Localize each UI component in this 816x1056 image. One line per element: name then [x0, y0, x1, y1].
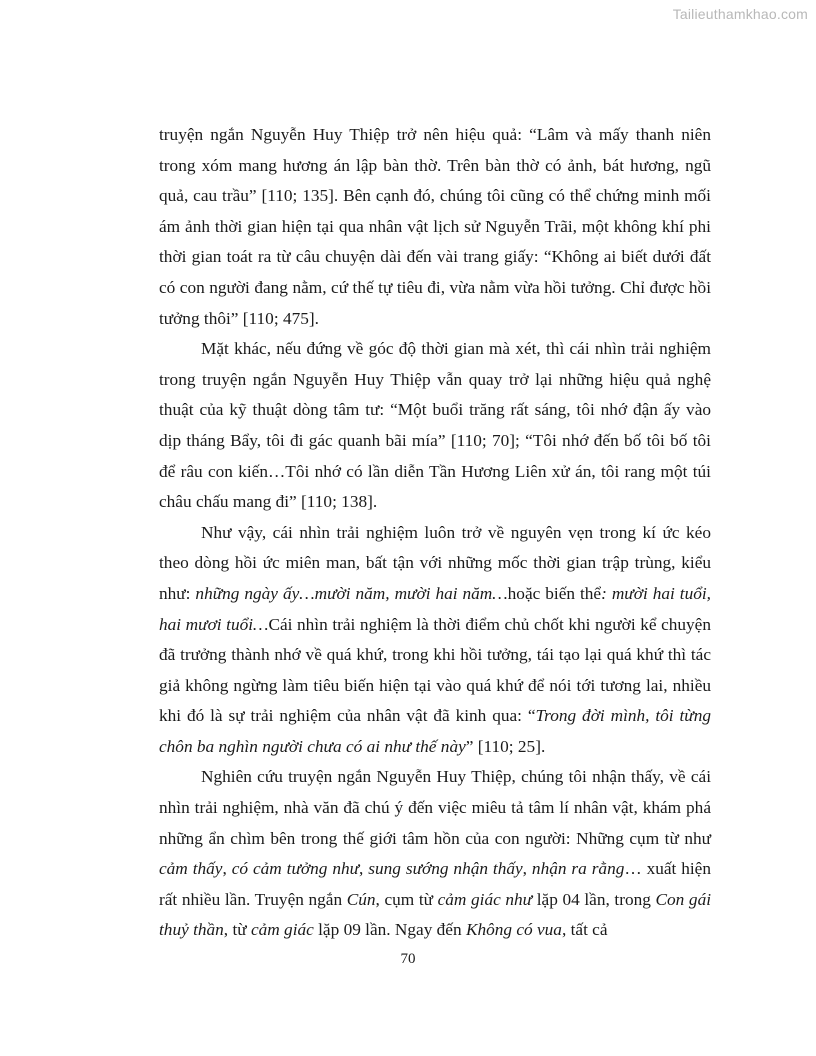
- text-run: Mặt khác, nếu đứng về góc độ thời gian mà xét, thì cái nhìn trải nghiệm trong truyện ngắn Nguyễn Huy Thiệp vẫn quay trở lại những hiệu quả nghệ thuật của kỹ thuật dòng tâm tư: “Một buổi trăng rất sáng, tôi nhớ đận ấy vào dịp tháng Bẩy, tôi đi gác quanh bãi mía” [110; 70]; “Tôi nhớ đến bố tôi bố tôi để râu con kiến…Tôi nhớ có lần diễn Tần Hương Liên xử án, tôi rang một túi châu chấu mang đi” [110; 138].: [159, 339, 711, 512]
- text-run: , từ: [223, 920, 251, 940]
- paragraph: [159, 762, 711, 946]
- italic-text: có cảm tưởng như: [231, 859, 360, 879]
- text-run: Như vậy, cái nhìn trải nghiệm luôn trở về nguyên vẹn trong kí ức kéo theo dòng hồi ức miên man, bất tận với những mốc thời gian trập trùng, kiểu như:: [159, 522, 711, 603]
- watermark: Tailieuthamkhao.com: [672, 6, 808, 22]
- italic-text: những ngày ấy…mười năm, mười hai năm…: [195, 583, 508, 603]
- text-run: truyện ngắn Nguyễn Huy Thiệp trở nên hiệu quả: “Lâm và mấy thanh niên trong xóm mang hương án lập bàn thờ. Trên bàn thờ có ảnh, bát hương, ngũ quả, cau trầu” [110; 135]. Bên cạnh đó, chúng tôi cũng có thể chứng minh mối ám ảnh thời gian hiện tại qua nhân vật lịch sử Nguyễn Trãi, một không khí phi thời gian toát ra từ câu chuyện dài đến vài trang giấy: “Không ai biết dưới đất có con người đang nằm, cứ thế tự tiêu đi, vừa nằm vừa hồi tưởng. Chỉ được hồi tưởng thôi” [110; 475].: [159, 125, 711, 328]
- document-body: [159, 120, 711, 946]
- text-run: Nghiên cứu truyện ngắn Nguyễn Huy Thiệp, chúng tôi nhận thấy, về cái nhìn trải nghiệm, nhà văn đã chú ý đến việc miêu tả tâm lí nhân vật, khám phá những ẩn chìm bên trong thế giới tâm hồn của con người: Những cụm từ như: [159, 767, 711, 848]
- italic-text: cảm giác như: [437, 889, 533, 909]
- paragraph: [159, 334, 711, 518]
- italic-text: cảm thấy: [159, 859, 223, 879]
- italic-text: sung sướng nhận thấy: [368, 859, 523, 879]
- italic-text: nhận ra rằng: [531, 859, 625, 879]
- text-run: hoặc biến thể: [507, 583, 602, 603]
- paragraph: [159, 518, 711, 763]
- text-run: ,: [222, 859, 232, 879]
- italic-text: Cún: [346, 889, 376, 909]
- paragraph: [159, 120, 711, 334]
- text-run: ,: [359, 859, 369, 879]
- italic-text: : mười hai tuổi, hai mươi tuổi…: [159, 583, 711, 634]
- text-run: , cụm từ: [375, 889, 438, 909]
- text-run: , tất cả: [561, 920, 608, 940]
- text-run: lặp 04 lần, trong: [532, 889, 656, 909]
- italic-text: cảm giác: [250, 920, 314, 940]
- text-run: ,: [522, 859, 532, 879]
- italic-text: Không có vua: [465, 920, 562, 940]
- text-run: ” [110; 25].: [465, 736, 546, 756]
- text-run: Cái nhìn trải nghiệm là thời điểm chủ chốt khi người kể chuyện đã trưởng thành nhớ về quá khứ, trong khi hồi tưởng, tái tạo lại quá khứ thì tác giả không ngừng làm tiêu biến hiện tại vào quá khứ để nói tới tương lai, nhiều khi đó là sự trải nghiệm của nhân vật đã kinh qua: “: [159, 614, 711, 726]
- italic-text: Trong đời mình, tôi từng chôn ba nghìn người chưa có ai như thế này: [159, 706, 712, 756]
- italic-text: Con gái thuỷ thần: [159, 889, 712, 940]
- text-run: … xuất hiện rất nhiều lần. Truyện ngắn: [159, 859, 711, 909]
- page-number: 70: [400, 951, 416, 967]
- text-run: lặp 09 lần. Ngay đến: [313, 920, 466, 940]
